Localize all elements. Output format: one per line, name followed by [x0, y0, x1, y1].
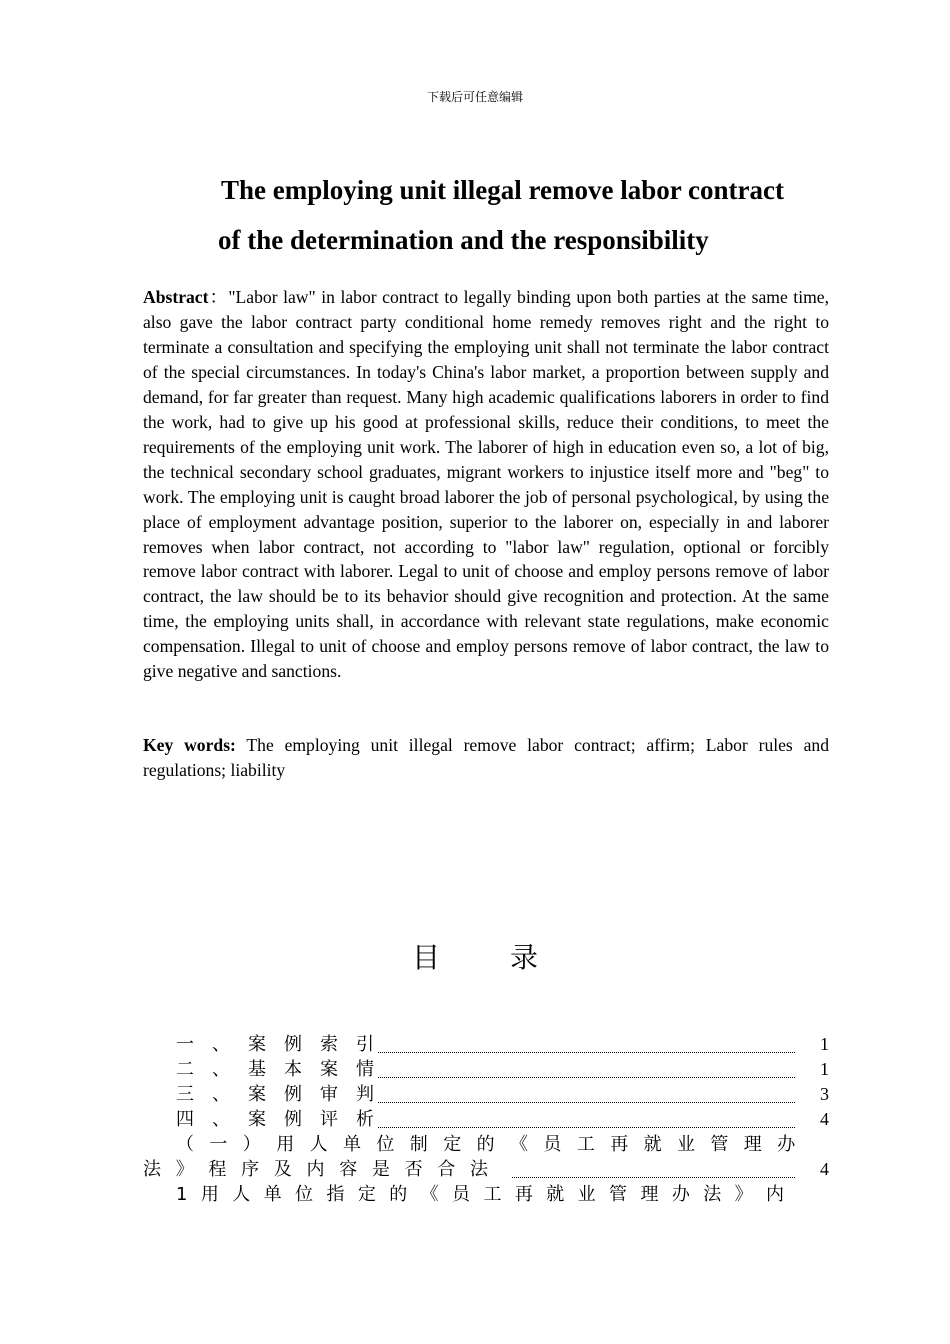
toc-entry-page: 4 — [820, 1109, 829, 1129]
toc-leader-dots — [378, 1088, 795, 1103]
toc-entry-label: 四、案例评析 — [176, 1109, 392, 1130]
toc-subentry-2-line-1: 1用人单位指定的《员工再就业管理办法》内 — [176, 1184, 798, 1205]
toc-entry-label: 二、基本案情 — [176, 1059, 392, 1080]
toc-entry-page: 1 — [820, 1059, 829, 1079]
toc-entry-label: 三、案例审判 — [176, 1084, 392, 1105]
toc-entry-label: 一、案例索引 — [176, 1034, 392, 1055]
title-line-2: of the determination and the responsibility — [218, 225, 709, 255]
toc-leader-dots — [378, 1113, 795, 1128]
abstract-label: Abstract — [143, 287, 209, 307]
toc-title: 目录 — [411, 941, 608, 974]
document-title — [218, 165, 858, 265]
keywords-paragraph — [143, 733, 829, 783]
abstract-text: "Labor law" in labor contract to legally binding upon both parties at the same time, also gave the labor contract party conditional home remedy removes right and the right to terminate a consultation and specifying the employing unit shall not terminate the labor contract of the special circumstances. In today's China's labor market, a proportion between supply and demand, for far greater than request. Many high academic qualifications laborers in order to find the work, had to give up his good at professional skills, reduce their conditions, to meet the requirements of the employing unit work. The laborer of high in education even so, a lot of big, the technical secondary school graduates, migrant workers to injustice itself more and "beg" to work. The employing unit is caught broad laborer the job of personal psychological, by using the place of employment advantage position, superior to the laborer on, especially in and laborer removes when labor contract, not according to "labor law" regulation, optional or forcibly remove labor contract with laborer. Legal to unit of choose and employ persons remove of labor contract, the law should be to its behavior should give recognition and protection. At the same time, the employing units shall, in accordance with relevant state regulations, make economic compensation. Illegal to unit of choose and employ persons remove of labor contract, the law to give negative and sanctions. — [143, 287, 829, 682]
toc-leader-dots — [378, 1038, 795, 1053]
toc-leader-dots — [512, 1163, 795, 1178]
title-line-1: The employing unit illegal remove labor contract — [221, 175, 784, 205]
keywords-label: Key words: — [143, 735, 236, 755]
toc-entry-1[interactable] — [0, 1032, 950, 1057]
toc-entry-page: 3 — [820, 1084, 829, 1104]
toc-subentry-row-2 — [0, 1157, 950, 1182]
abstract-paragraph — [143, 285, 829, 684]
toc-subentry-line-2: 法》程序及内容是否合法 — [143, 1159, 503, 1180]
toc-leader-dots — [378, 1063, 795, 1078]
toc-subentry-line-1: （一）用人单位制定的《员工再就业管理办 — [176, 1134, 811, 1155]
keywords-text: The employing unit illegal remove labor contract; affirm; Labor rules and regulations; liability — [143, 735, 829, 780]
toc-entry-4[interactable] — [0, 1107, 950, 1132]
toc-entry-3[interactable] — [0, 1082, 950, 1107]
header-note: 下载后可任意编辑 — [426, 90, 523, 104]
toc-subentry-page: 4 — [820, 1159, 829, 1179]
toc-entry-2[interactable] — [0, 1057, 950, 1082]
abstract-separator: ： — [208, 287, 229, 307]
toc-entry-page: 1 — [820, 1034, 829, 1054]
